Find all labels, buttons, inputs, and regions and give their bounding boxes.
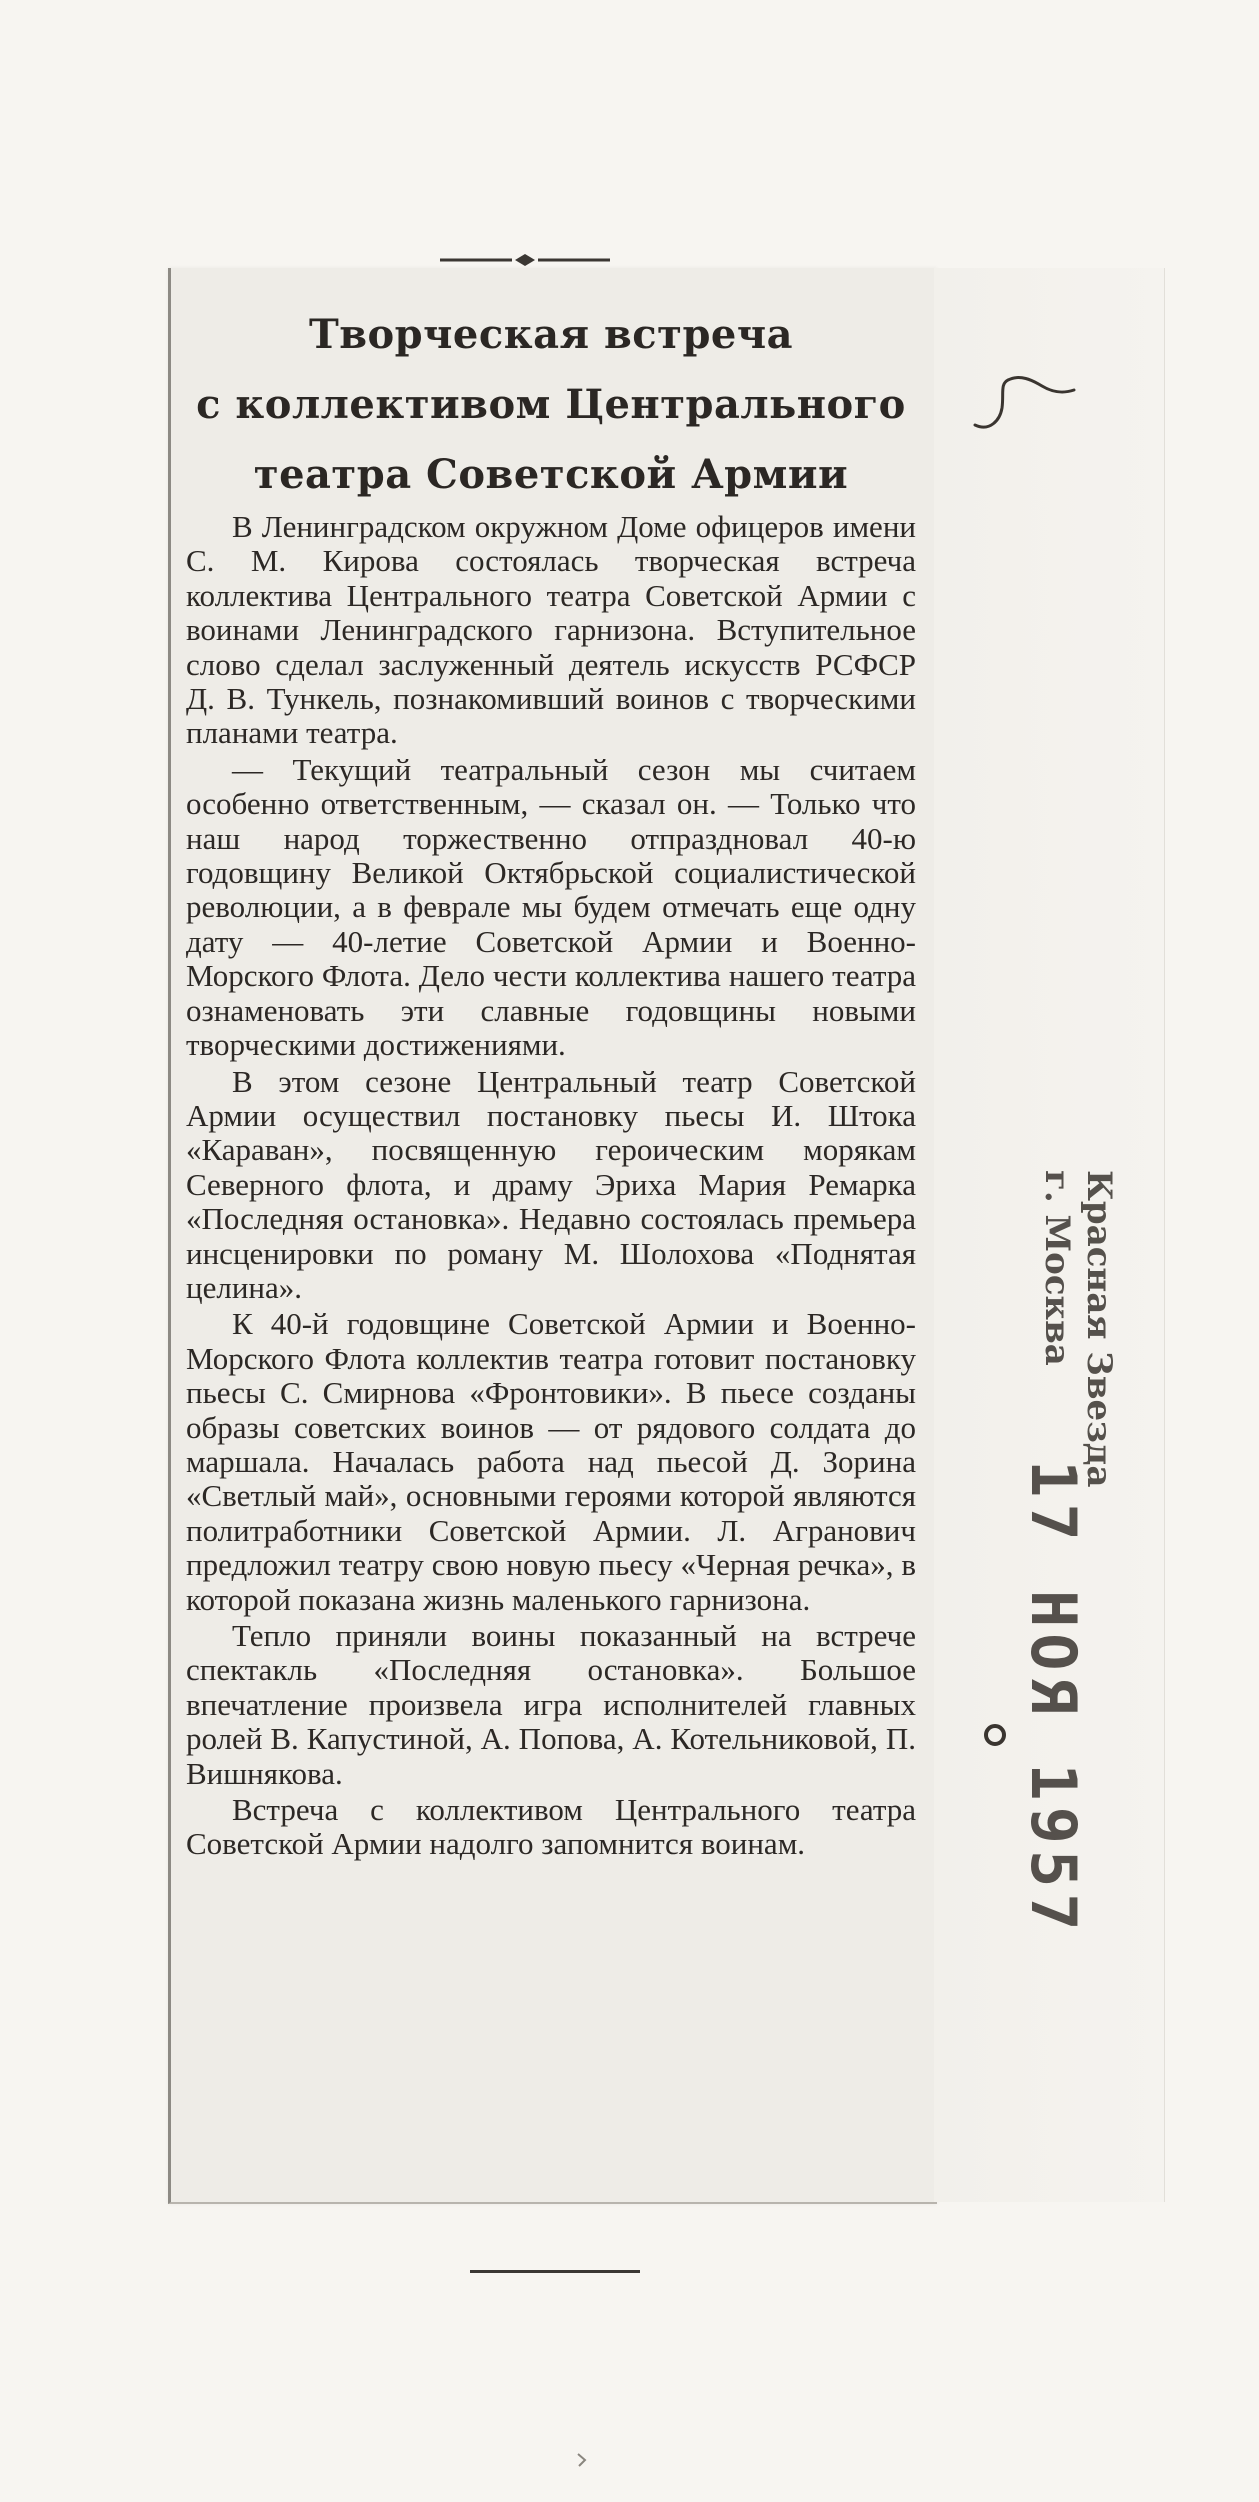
handwritten-mark-icon bbox=[970, 370, 1080, 440]
headline-line-2: с коллективом Центрального bbox=[196, 381, 906, 428]
top-ornament bbox=[440, 250, 610, 270]
paragraph: К 40-й годовщине Советской Армии и Военно-Морского Флота коллектив театра готовит постановку пьесы С. Смирнова «Фронтовики». В пьесе созданы образы советских воинов — от рядового солдата до маршала. Началась работа над пьесой Д. Зорина «Светлый май», основными героями которой являются политработники Советской Армии. Л. Агранович предложил театру свою новую пьесу «Черная речка», в которой показана жизнь маленького гарнизона. bbox=[186, 1306, 916, 1617]
paragraph: В Ленинградском окружном Доме офицеров имени С. М. Кирова состоялась творческая встреча коллектива Центрального театра Советской Армии с воинами Ленинградского гарнизона. Вступительное слово сделал заслуженный деятель искусств РСФСР Д. В. Тункель, познакомивший воинов с творческими планами театра. bbox=[186, 509, 916, 751]
headline-line-3: театра Советской Армии bbox=[253, 451, 849, 498]
stamp-newspaper-name: Красная Звезда bbox=[1079, 1170, 1119, 1488]
paragraph: В этом сезоне Центральный театр Советской Армии осуществил постановку пьесы И. Штока «Караван», посвященную героическим морякам Северного флота, и драму Эриха Мария Ремарка «Последняя остановка». Недавно состоялась премьера инсценировки по роману М. Шолохова «Поднятая целина». bbox=[186, 1063, 916, 1305]
date-stamp: 17 НОЯ 1957 bbox=[1017, 1460, 1090, 1937]
stray-speck-icon bbox=[575, 2450, 589, 2470]
article-body bbox=[186, 510, 916, 1862]
paragraph: Встреча с коллективом Центрального театра Советской Армии надолго запомнится воинам. bbox=[186, 1792, 916, 1862]
stamp-city: г. Москва bbox=[1037, 1170, 1077, 1366]
bottom-rule bbox=[470, 2270, 640, 2273]
paragraph: Тепло приняли воины показанный на встрече спектакль «Последняя остановка». Большое впечатление произвела игра исполнителей главных ролей В. Капустиной, А. Попова, А. Котельниковой, П. Вишнякова. bbox=[186, 1618, 916, 1791]
newspaper-stamp bbox=[1036, 1170, 1120, 1487]
headline-line-1: Творческая встреча bbox=[308, 311, 794, 358]
paragraph: — Текущий театральный сезон мы считаем особенно ответственным, — сказал он. — Только что наш народ торжественно отпраздновал 40-ю годовщину Великой Октябрьской социалистической революции, а в феврале мы будем отмечать еще одну дату — 40-летие Советской Армии и Военно-Морского Флота. Дело чести коллектива нашего театра ознаменовать эти славные годовщины новыми творческими достижениями. bbox=[186, 751, 916, 1063]
article-headline bbox=[168, 300, 934, 510]
stray-circle-mark-icon bbox=[980, 1720, 1010, 1750]
